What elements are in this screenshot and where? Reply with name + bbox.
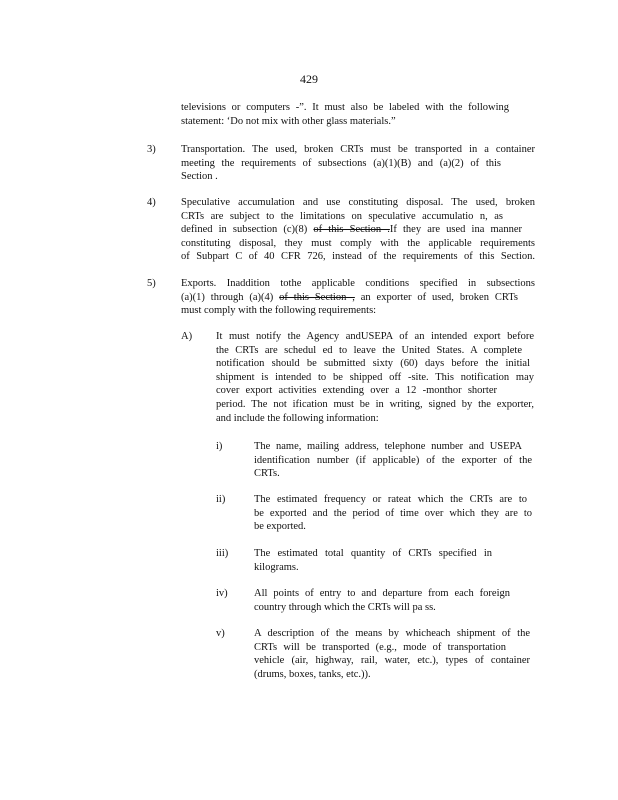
text-line: The name, mailing address, telephone number and USEPA — [254, 441, 522, 452]
item-v-paragraph — [254, 627, 530, 681]
struck-text: of this Section . — [313, 224, 390, 236]
text-line: CRTs are subject to the limitations on speculative accumulatio n, as — [181, 210, 503, 222]
item-5-marker: 5) — [147, 278, 156, 289]
item-iv-paragraph — [254, 587, 510, 614]
text-line: All points of entry to and departure from each foreign — [254, 588, 510, 599]
text-line: be exported and the period of time over which they are to — [254, 507, 532, 519]
text-line: period. The not ification must be in writing, signed by the exporter, — [216, 398, 534, 410]
page-number: 429 — [300, 72, 318, 86]
text-line: notification should be submitted sixty (60) days before the initial — [216, 358, 530, 370]
struck-text: of this Section , — [279, 291, 355, 303]
item-i-marker: i) — [216, 441, 223, 452]
item-4-paragraph — [181, 196, 535, 264]
text-line: vehicle (air, highway, rail, water, etc.), types of container — [254, 655, 530, 667]
intro-paragraph — [181, 101, 509, 128]
text-line: constituting disposal, they must comply with the applicable requirements — [181, 237, 535, 249]
text-line: CRTs. — [254, 468, 280, 480]
text-line: country through which the CRTs will pa ss. — [254, 601, 436, 613]
item-3-marker: 3) — [147, 144, 156, 155]
text-line: A description of the means by whicheach shipment of the — [254, 628, 530, 639]
item-3-paragraph — [181, 143, 535, 184]
text-line: and include the following information: — [216, 412, 379, 424]
text-line: The estimated frequency or rateat which the CRTs are to — [254, 494, 527, 505]
text-line: CRTs will be transported (e.g., mode of transportation — [254, 641, 506, 653]
text-line: the CRTs are schedul ed to leave the United States. A complete — [216, 344, 522, 356]
text-segment: If they are used ina manner — [389, 224, 522, 236]
item-4-marker: 4) — [147, 197, 156, 208]
item-ii-paragraph — [254, 493, 532, 534]
text-line: (drums, boxes, tanks, etc.)). — [254, 668, 371, 680]
text-line: Section . — [181, 171, 218, 183]
item-iii-marker: iii) — [216, 548, 229, 559]
text-line: shipment is intended to be shipped off -site. This notification may — [216, 371, 534, 383]
text-line: cover export activities extending over a 12 -monthor shorter — [216, 385, 497, 397]
text-line: The estimated total quantity of CRTs specified in — [254, 548, 492, 559]
item-ii-marker: ii) — [216, 494, 226, 505]
text-line: meeting the requirements of subsections (a)(1)(B) and (a)(2) of this — [181, 157, 501, 169]
text-line — [181, 291, 518, 305]
text-line: It must notify the Agency andUSEPA of an intended export before — [216, 331, 534, 342]
text-line: be exported. — [254, 521, 306, 533]
text-line: Speculative accumulation and use constituting disposal. The used, broken — [181, 197, 535, 208]
text-segment: (a)(1) through (a)(4) — [181, 291, 280, 303]
text-line: of Subpart C of 40 CFR 726, instead of the requirements of this Section. — [181, 251, 535, 263]
item-iv-marker: iv) — [216, 588, 228, 599]
item-a-marker: A) — [181, 331, 193, 342]
text-line: Exports. Inaddition tothe applicable conditions specified in subsections — [181, 278, 535, 289]
item-iii-paragraph — [254, 547, 492, 574]
text-line: identification number (if applicable) of the exporter of the — [254, 454, 532, 466]
text-line: kilograms. — [254, 561, 299, 573]
text-segment: defined in subsection (c)(8) — [181, 224, 314, 236]
item-5-paragraph — [181, 277, 535, 318]
item-i-paragraph — [254, 440, 532, 481]
item-a-paragraph — [216, 330, 534, 425]
text-line: Transportation. The used, broken CRTs must be transported in a container — [181, 144, 535, 155]
text-line — [181, 223, 522, 237]
text-line: televisions or computers -”. It must also be labeled with the following — [181, 102, 509, 113]
item-v-marker: v) — [216, 628, 225, 639]
text-line: must comply with the following requirements: — [181, 305, 377, 317]
text-segment: an exporter of used, broken CRTs — [354, 291, 519, 303]
text-line: statement: ‘Do not mix with other glass materials.” — [181, 115, 396, 127]
